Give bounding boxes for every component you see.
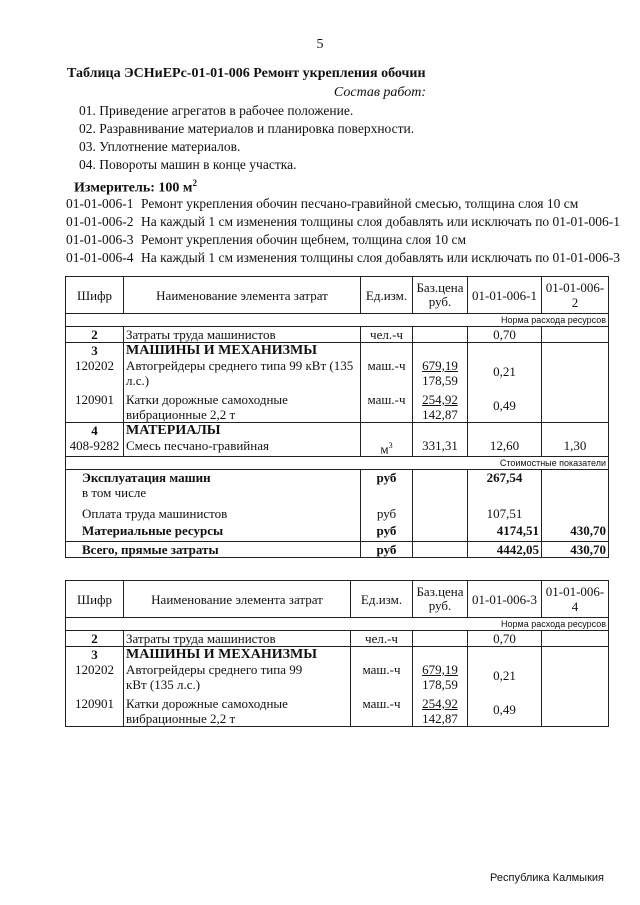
- table-row: 120901 Катки дорожные самоходные вибрационные 2,2 т маш.-ч 254,92 142,87 0,49: [66, 388, 609, 423]
- table-row: 2 Затраты труда машинистов чел.-ч 0,70: [66, 327, 609, 343]
- table-row: Материальные ресурсы руб 4174,51 430,70: [66, 523, 609, 541]
- table-row: 2 Затраты труда машинистов чел.-ч 0,70: [66, 631, 609, 647]
- work-item: 04. Повороты машин в конце участка.: [79, 157, 297, 172]
- cost-label: Стоимостные показатели: [66, 457, 609, 470]
- section-row: 3 МАШИНЫ И МЕХАНИЗМЫ: [66, 647, 609, 663]
- table-row: 120202 Автогрейдеры среднего типа 99 кВт (135 л.с.) маш.-ч 679,19 178,59 0,21: [66, 662, 609, 692]
- col-name-header: Наименование элемента затрат: [124, 581, 351, 618]
- col-price-header: Баз.цена руб.: [413, 277, 468, 314]
- norm-label: Норма расхода ресурсов: [66, 618, 609, 631]
- col-code-header: Шифр: [66, 581, 124, 618]
- header-row: [66, 277, 609, 314]
- footer-region: Республика Калмыкия: [490, 872, 604, 884]
- col-price-header: Баз.цена руб.: [413, 581, 468, 618]
- col-2-header: 01-01-006-4: [542, 581, 609, 618]
- code-line: 01-01-006-3 Ремонт укрепления обочин щебнем, толщина слоя 10 см: [66, 232, 467, 247]
- section-row: 3 МАШИНЫ И МЕХАНИЗМЫ: [66, 343, 609, 359]
- work-item: 01. Приведение агрегатов в рабочее положение.: [79, 103, 354, 118]
- table-row: Оплата труда машинистов руб 107,51: [66, 503, 609, 523]
- col-1-header: 01-01-006-1: [468, 277, 542, 314]
- header-row: [66, 581, 609, 618]
- composition-label: Состав работ:: [333, 85, 427, 100]
- table-row: 120901 Катки дорожные самоходные вибрационные 2,2 т маш.-ч 254,92 142,87 0,49: [66, 692, 609, 727]
- col-1-header: 01-01-006-3: [468, 581, 542, 618]
- resource-table-1: [65, 276, 609, 558]
- section-row: 4 МАТЕРИАЛЫ: [66, 423, 609, 439]
- col-2-header: 01-01-006-2: [542, 277, 609, 314]
- table-row: Эксплуатация машин руб 267,54: [66, 470, 609, 486]
- work-item: 02. Разравнивание материалов и планировка поверхности.: [79, 121, 415, 136]
- code-line: 01-01-006-4 На каждый 1 см изменения толщины слоя добавлять или исключать по 01-01-006-3: [66, 250, 621, 265]
- col-name-header: Наименование элемента затрат: [124, 277, 361, 314]
- col-unit-header: Ед.изм.: [351, 581, 413, 618]
- code-line: 01-01-006-1 Ремонт укрепления обочин песчано-гравийной смесью, толщина слоя 10 см: [66, 196, 579, 211]
- table-row: 120202 Автогрейдеры среднего типа 99 кВт (135 л.с.) маш.-ч 679,19 178,59 0,21: [66, 358, 609, 388]
- col-code-header: Шифр: [66, 277, 124, 314]
- table-title: Таблица ЭСНиЕРс-01-01-006 Ремонт укрепления обочин: [67, 66, 426, 81]
- table-row: 408-9282 Смесь песчано-гравийная $м^3$ 331,31 12,60 1,30: [66, 438, 609, 457]
- page-number: 5: [316, 37, 324, 52]
- table-row: Всего, прямые затраты руб 4442,05 430,70: [66, 541, 609, 557]
- measure-unit: Измеритель: 100 $м^2$: [74, 178, 197, 196]
- table-row: в том числе: [66, 485, 609, 503]
- resource-table-2: [65, 580, 609, 727]
- col-unit-header: Ед.изм.: [361, 277, 413, 314]
- code-line: 01-01-006-2 На каждый 1 см изменения толщины слоя добавлять или исключать по 01-01-006-1: [66, 214, 621, 229]
- work-item: 03. Уплотнение материалов.: [79, 139, 241, 154]
- norm-label: Норма расхода ресурсов: [66, 314, 609, 327]
